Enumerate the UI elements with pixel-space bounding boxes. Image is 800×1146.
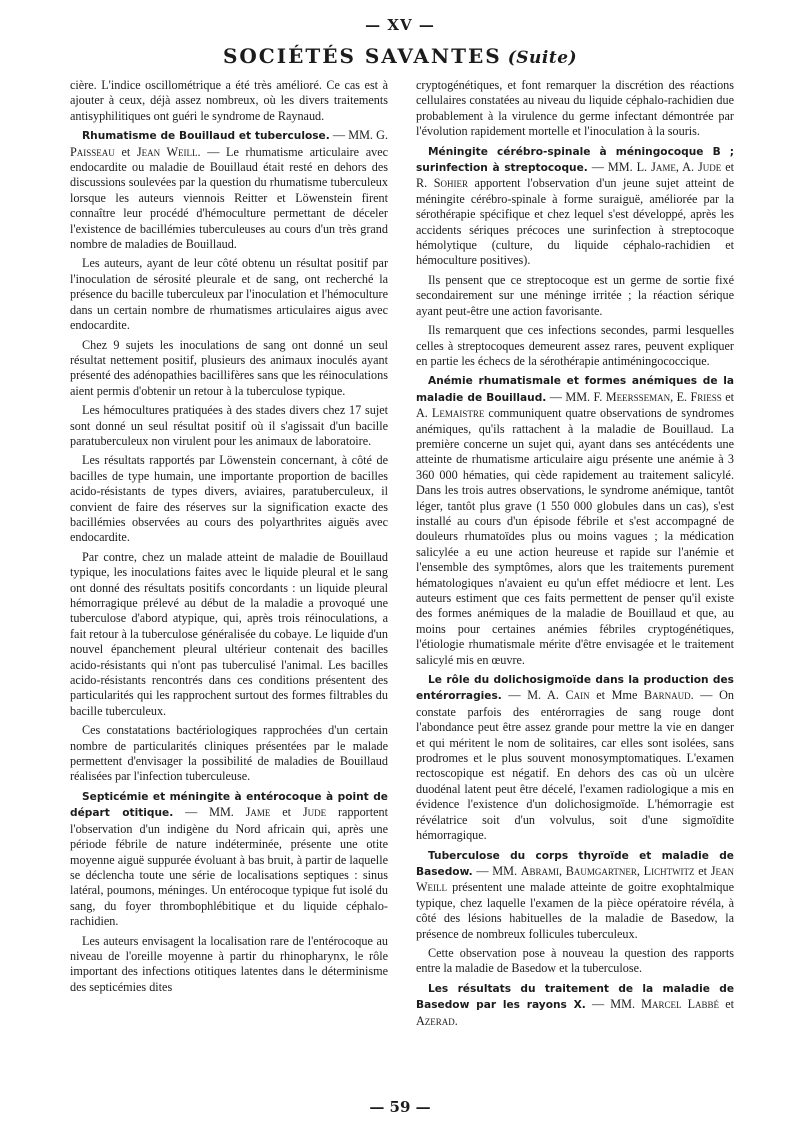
paragraph: Par contre, chez un malade atteint de maladie de Bouillaud typique, les inoculations faites avec le liquide pleural et le sang ont donné des résultats positifs concordants : un liquide pleural hémorragique prélevé au début de la maladie a provoqué une tuberculose d'abord atypique, qui, après trois réinoculations, a fait retour à la tuberculose généralisée du cobaye. Le liquide d'un nouvel épanchement pleural ultérieur contenait des bacilles acido-résistants qui n'ont pas tuberculisé l'animal. Les bacilles acido-résistants rencontrés dans ces conditions présentent des particularités qui les rapprochent surtout des formes filtrables du bacille tuberculeux.	[70, 549, 388, 718]
author: Marcel Labbé	[641, 997, 720, 1012]
article-rayons-x: Les résultats du traitement de la maladie de Basedow par les rayons X. — MM. Marcel Labbé et Azerad.	[416, 982, 734, 1028]
section-title: SOCIÉTÉS SAVANTES	[222, 44, 502, 68]
article-body: — Le rhumatisme articulaire avec endocardite ou maladie de Bouillaud était resté en dehors des discussions soulevées par la question du rhumatisme tuberculeux lorsque les auteurs viennois Reitter et Löwenstein firent connaître leur procédé d'hémoculture permettant de déceler l'existence de bacillémies tuberculeuses au cours d'un très grand nombre de maladies de Bouillaud.	[70, 144, 388, 252]
paragraph: Les auteurs envisagent la localisation rare de l'entérocoque au niveau de l'oreille moyenne à partir du rhinopharynx, le rôle important des infections otitiques latentes dans le déterminisme des septicémies dites	[70, 933, 388, 994]
author: Azerad.	[416, 1013, 458, 1028]
article-tuberculose-thyroide: Tuberculose du corps thyroïde et maladie de Basedow. — MM. Abrami, Baumgartner, Lichtwitz et Jean Weill présentent une malade atteinte de goitre exophtalmique typique, chez laquelle l'examen de la pièce opératoire révéla, à côté des lésions habituelles de la maladie de Basedow, la présence de nombreux follicules tuberculeux.	[416, 849, 734, 941]
article-title: Septicémie et méningite à entérocoque à point de départ otitique.	[70, 790, 388, 820]
section-header	[0, 44, 800, 68]
article-title: Les résultats du traitement de la maladie de Basedow par les rayons X.	[416, 982, 734, 1012]
paragraph: Cette observation pose à nouveau la question des rapports entre la maladie de Basedow et la tuberculose.	[416, 945, 734, 976]
article-body: présentent une malade atteinte de goitre exophtalmique typique, chez laquelle l'examen de la pièce opératoire révéla, à côté des lésions habituelles de la maladie de Basedow, la présence de nombreux follicules tuberculeux.	[416, 880, 734, 941]
paragraph: Les résultats rapportés par Löwenstein concernant, à côté de bacilles de type humain, une importante proportion de bacilles acido-résistants de types divers, aviaires, paratuberculeux, il convient de faire des réserves sur la signification exacte des bacillémies observées au cours des polyarthrites aiguës avec endocardite.	[70, 453, 388, 545]
article-title: Méningite cérébro-spinale à méningocoque B ; surinfection à streptocoque.	[416, 145, 734, 175]
article-body: — On constate parfois des entérorragies de sang rouge dont l'abondance peut être assez grande pour mettre la vie en danger et qui méritent le nom de solitaires, car elles sont isolées, sans prodromes et le plus souvent monosymptomatiques. L'examen rectoscopique est négatif. En dehors des cas où un ulcère duodénal latent peut être décelé, l'examen radiologique a mis en évidence l'existence d'un dolichosigmoïde. L'hémorragie est révélatrice soit d'un volvulus, soit d'une sigmoïdite hémorragique.	[416, 688, 734, 843]
paragraph: Ces constatations bactériologiques rapprochées d'un certain nombre de particularités cliniques présentées par le malade permettent d'envisager la possibilité de maladies de Bouillaud réalisées par l'infection tuberculeuse.	[70, 723, 388, 784]
left-column	[70, 78, 388, 1088]
author: Friess	[690, 389, 722, 404]
article-body: communiquent quatre observations de syndromes anémiques, qu'ils rattachent à la maladie de Bouillaud. La première concerne un sujet qui, ayant dans ses antécédents une atteinte de rhumatisme articulaire aigu présente une anémie à 3 360 000 hématies, qui cède rapidement au traitement salicylé. Dans les trois autres observations, le syndrome anémique, tantôt léger, tantôt plus grave (1 550 000 globules dans un cas), s'est installé au cours d'un épisode fébrile et s'est accompagné de douleurs rhumatoïdes plus ou moins vagues ; la médication salicylée a eu une action heureuse et rapide sur l'anémie et l'ensemble des symptômes, alors que les traitements purement hématologiques n'avaient eu qu'un effet médiocre et lent. Les auteurs estiment que ces faits permettent de penser qu'il existe des formes anémiques de la maladie de Bouillaud et que, au moins pour certaines anémies fébriles cryptogénétiques, l'étiologie rhumatismale mérite d'être envisagée et le traitement salicylé mis en œuvre.	[416, 406, 734, 667]
author: Jame	[245, 805, 271, 820]
roman-folio: — XV —	[365, 16, 435, 34]
author: Meersseman	[605, 389, 671, 404]
paragraph: Ils pensent que ce streptocoque est un germe de sortie fixé secondairement sur une méninge irritée ; la réaction sérique ayant peut-être une action favorisante.	[416, 272, 734, 318]
author: Jude	[697, 160, 722, 175]
paragraph: cryptogénétiques, et font remarquer la discrétion des réactions cellulaires constatées au niveau du liquide céphalo-rachidien due probablement à la virulence du germe infectant démontrée par l'évolution rapidement mortelle et l'inoculation à la souris.	[416, 78, 734, 139]
paragraph: Les auteurs, ayant de leur côté obtenu un résultat positif par l'inoculation de sérosité pleurale et de sang, ont recherché la présence du bacille tuberculeux par l'inoculation et l'hémoculture dans un certain nombre de rhumatismes articulaires aigus avec endocardite.	[70, 256, 388, 333]
author: Barnaud.	[644, 688, 694, 703]
author: Cain	[565, 688, 590, 703]
article-septicemie-enterocoque: Septicémie et méningite à entérocoque à point de départ otitique. — MM. Jame et Jude rapportent l'observation d'un indigène du Nord africain qui, après une période fébrile de nature indéterminée, présente une otite moyenne aiguë suppurée évoluant à bas bruit, à partir de laquelle se déclencha toute une série de localisations septiques : sinus latéral, poumons, méninges. Un entérocoque typique fut isolé du sang, du foyer thrombophlébitique et du liquide céphalo-rachidien.	[70, 790, 388, 929]
article-rhumatisme-bouillaud: Rhumatisme de Bouillaud et tuberculose. — MM. G. Paisseau et Jean Weill. — Le rhumatisme articulaire avec endocardite ou maladie de Bouillaud était resté en dehors des discussions soulevées par la question du rhumatisme tuberculeux lorsque les auteurs viennois Reitter et Löwenstein firent connaître leur procédé d'hémoculture permettant de déceler l'existence de bacillémies tuberculeuses au cours d'un très grand nombre de maladies de Bouillaud.	[70, 128, 388, 252]
article-title: Rhumatisme de Bouillaud et tuberculose.	[82, 130, 330, 143]
author: Lemaistre	[431, 406, 485, 421]
paragraph: cière. L'indice oscillométrique a été très amélioré. Ce cas est à ajouter à ceux, déjà assez nombreux, où les divers traitements antisyphilitiques ont guéri le syndrome de Raynaud.	[70, 78, 388, 123]
author: Abrami, Baumgartner, Lichtwitz	[520, 863, 695, 878]
author: Jude	[302, 805, 327, 820]
article-meningite-cerebro-spinale: Méningite cérébro-spinale à méningocoque B ; surinfection à streptocoque. — MM. L. Jame, A. Jude et R. Sohier apportent l'observation d'un jeune sujet atteint de méningite cérébro-spinale à forme suraiguë, améliorée par la sérothérapie spécifique et chez lequel s'est développé, après les accidents sériques précoces une surinfection à streptocoque hémolytique (culture, du liquide céphalo-rachidien et hémoculture positives).	[416, 145, 734, 268]
author: Jean Weill.	[136, 144, 201, 159]
article-title: Tuberculose du corps thyroïde et maladie de Basedow.	[416, 849, 734, 878]
article-title: Le rôle du dolichosigmoïde dans la production des entérorragies.	[416, 674, 734, 703]
author: Sohier	[433, 176, 468, 191]
paragraph: Ils remarquent que ces infections secondes, parmi lesquelles celles à streptocoques demeurent assez rares, peuvent expliquer en partie les échecs de la sérothérapie antiméningococcique.	[416, 323, 734, 368]
author: Jame	[651, 160, 676, 175]
author: Paisseau	[70, 144, 115, 159]
article-body: rapportent l'observation d'un indigène du Nord africain qui, après une période fébrile de nature indéterminée, présente une otite moyenne aiguë suppurée évoluant à bas bruit, à partir de laquelle se déclencha toute une série de localisations septiques : sinus latéral, poumons, méninges. Un entérocoque typique fut isolé du sang, du foyer thrombophlébitique et du liquide céphalo-rachidien.	[70, 805, 388, 929]
article-anemie-rhumatismale: Anémie rhumatismale et formes anémiques de la maladie de Bouillaud. — MM. F. Meersseman, E. Friess et A. Lemaistre communiquent quatre observations de syndromes anémiques, qu'ils rattachent à la maladie de Bouillaud. La première concerne un sujet qui, ayant dans ses antécédents une atteinte de rhumatisme articulaire aigu présente une anémie à 3 360 000 hématies, qui cède rapidement au traitement salicylé. Dans les trois autres observations, le syndrome anémique, tantôt léger, tantôt plus grave (1 550 000 globules dans un cas), s'est installé au cours d'un épisode fébrile et s'est accompagné de douleurs rhumatoïdes plus ou moins vagues ; la médication salicylée a eu une action heureuse et rapide sur l'anémie et l'ensemble des symptômes, alors que les traitements purement hématologiques n'avaient eu qu'un effet médiocre et lent. Les auteurs estiment que ces faits permettent de penser qu'il existe des formes anémiques de la maladie de Bouillaud et que, au moins pour certaines anémies fébriles cryptogénétiques, l'étiologie rhumatismale mérite d'être envisagée et le traitement salicylé mis en œuvre.	[416, 375, 734, 667]
right-column	[416, 78, 734, 1088]
article-dolichosigmoide: Le rôle du dolichosigmoïde dans la production des entérorragies. — M. A. Cain et Mme Barnaud. — On constate parfois des entérorragies de sang rouge dont l'abondance peut être assez grande pour mettre la vie en danger et qui méritent le nom de solitaires, car elles sont isolées, sans prodromes et le plus souvent monosymptomatiques. L'examen rectoscopique est négatif. En dehors des cas où un ulcère duodénal latent peut être décelé, l'examen radiologique a mis en évidence l'existence d'un dolichosigmoïde. L'hémorragie est révélatrice soit d'un volvulus, soit d'une sigmoïdite hémorragique.	[416, 674, 734, 843]
page-number: — 59 —	[369, 1098, 431, 1116]
section-title-suffix: (Suite)	[507, 48, 578, 68]
article-title: Anémie rhumatismale et formes anémiques de la maladie de Bouillaud.	[416, 375, 734, 404]
paragraph: Les hémocultures pratiquées à des stades divers chez 17 sujet sont donné un seul résultat positif où il s'agissait d'un bacille paratuberculeux non virulent pour les animaux de laboratoire.	[70, 403, 388, 448]
paragraph: Chez 9 sujets les inoculations de sang ont donné un seul résultat nettement positif, plusieurs des animaux inoculés ayant présenté des adénopathies bacillifères sans que les réinoculations aient permis d'obtenir un retour à la tuberculose typique.	[70, 337, 388, 398]
article-body: apportent l'observation d'un jeune sujet atteint de méningite cérébro-spinale à forme suraiguë, améliorée par la sérothérapie spécifique et chez lequel s'est développé, après les accidents sériques précoces une surinfection à streptocoque hémolytique (culture, du liquide céphalo-rachidien et hémoculture positives).	[416, 176, 734, 268]
author: Jean Weill	[416, 863, 734, 895]
